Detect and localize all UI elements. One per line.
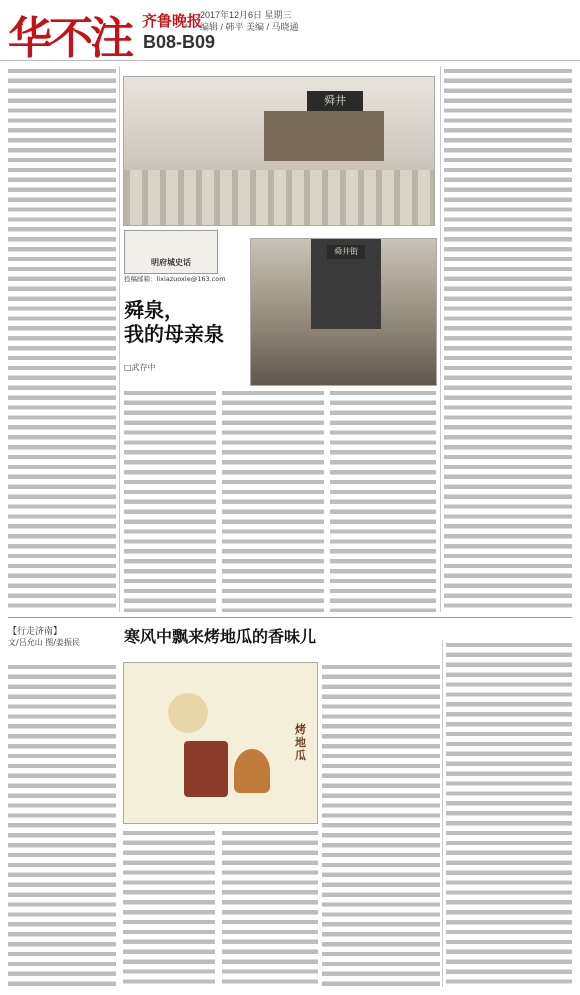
title-line-2: 我的母亲泉 [124, 322, 224, 346]
article2-column-3 [222, 828, 318, 987]
article1-author: □武存中 [124, 363, 156, 372]
article2-tag: 【行走济南】 [8, 627, 63, 637]
editors-line: 编辑 / 韩平 美编 / 马晓通 [200, 22, 299, 32]
email-line: 投稿邮箱：lixiazuoxie@163.com [124, 275, 226, 283]
brand-logo: 齐鲁晚报 [142, 12, 203, 30]
section-title: 华不注 [8, 13, 131, 64]
photo-shunjing-street [250, 238, 437, 386]
header-meta [200, 9, 299, 33]
article2-column-5 [446, 640, 572, 987]
column-badge [124, 230, 218, 274]
article1-column-1 [8, 66, 116, 612]
column-divider [442, 640, 443, 987]
page-range: B08-B09 [143, 32, 216, 52]
illustration-caption: 烤地瓜 [295, 723, 306, 762]
column-divider [440, 66, 441, 612]
page-header [0, 0, 580, 64]
article1-title [124, 298, 242, 346]
column-divider [119, 66, 120, 612]
article2-byline: 文/吕允山 图/姜振民 [8, 638, 80, 647]
article1-column-top-right [444, 66, 572, 612]
street-sign: 舜井街 [327, 245, 365, 259]
article2-column-4 [322, 662, 440, 987]
article1-column-3 [222, 388, 324, 612]
article1-column-4 [330, 388, 436, 612]
article1-column-2 [124, 388, 216, 612]
article2-title: 寒风中飘来烤地瓜的香味儿 [124, 627, 317, 646]
article2-column-1 [8, 662, 116, 987]
date-line: 2017年12月6日 星期三 [200, 10, 292, 20]
photo-shunjing-well [123, 76, 435, 226]
article2-column-2 [123, 828, 215, 987]
column-name: 明府城史话 [151, 258, 191, 267]
title-line-1: 舜泉， [124, 298, 184, 322]
illustration-roasted-sweet-potato [123, 662, 318, 824]
well-sign: 舜井 [307, 91, 363, 111]
section-divider [8, 617, 572, 618]
